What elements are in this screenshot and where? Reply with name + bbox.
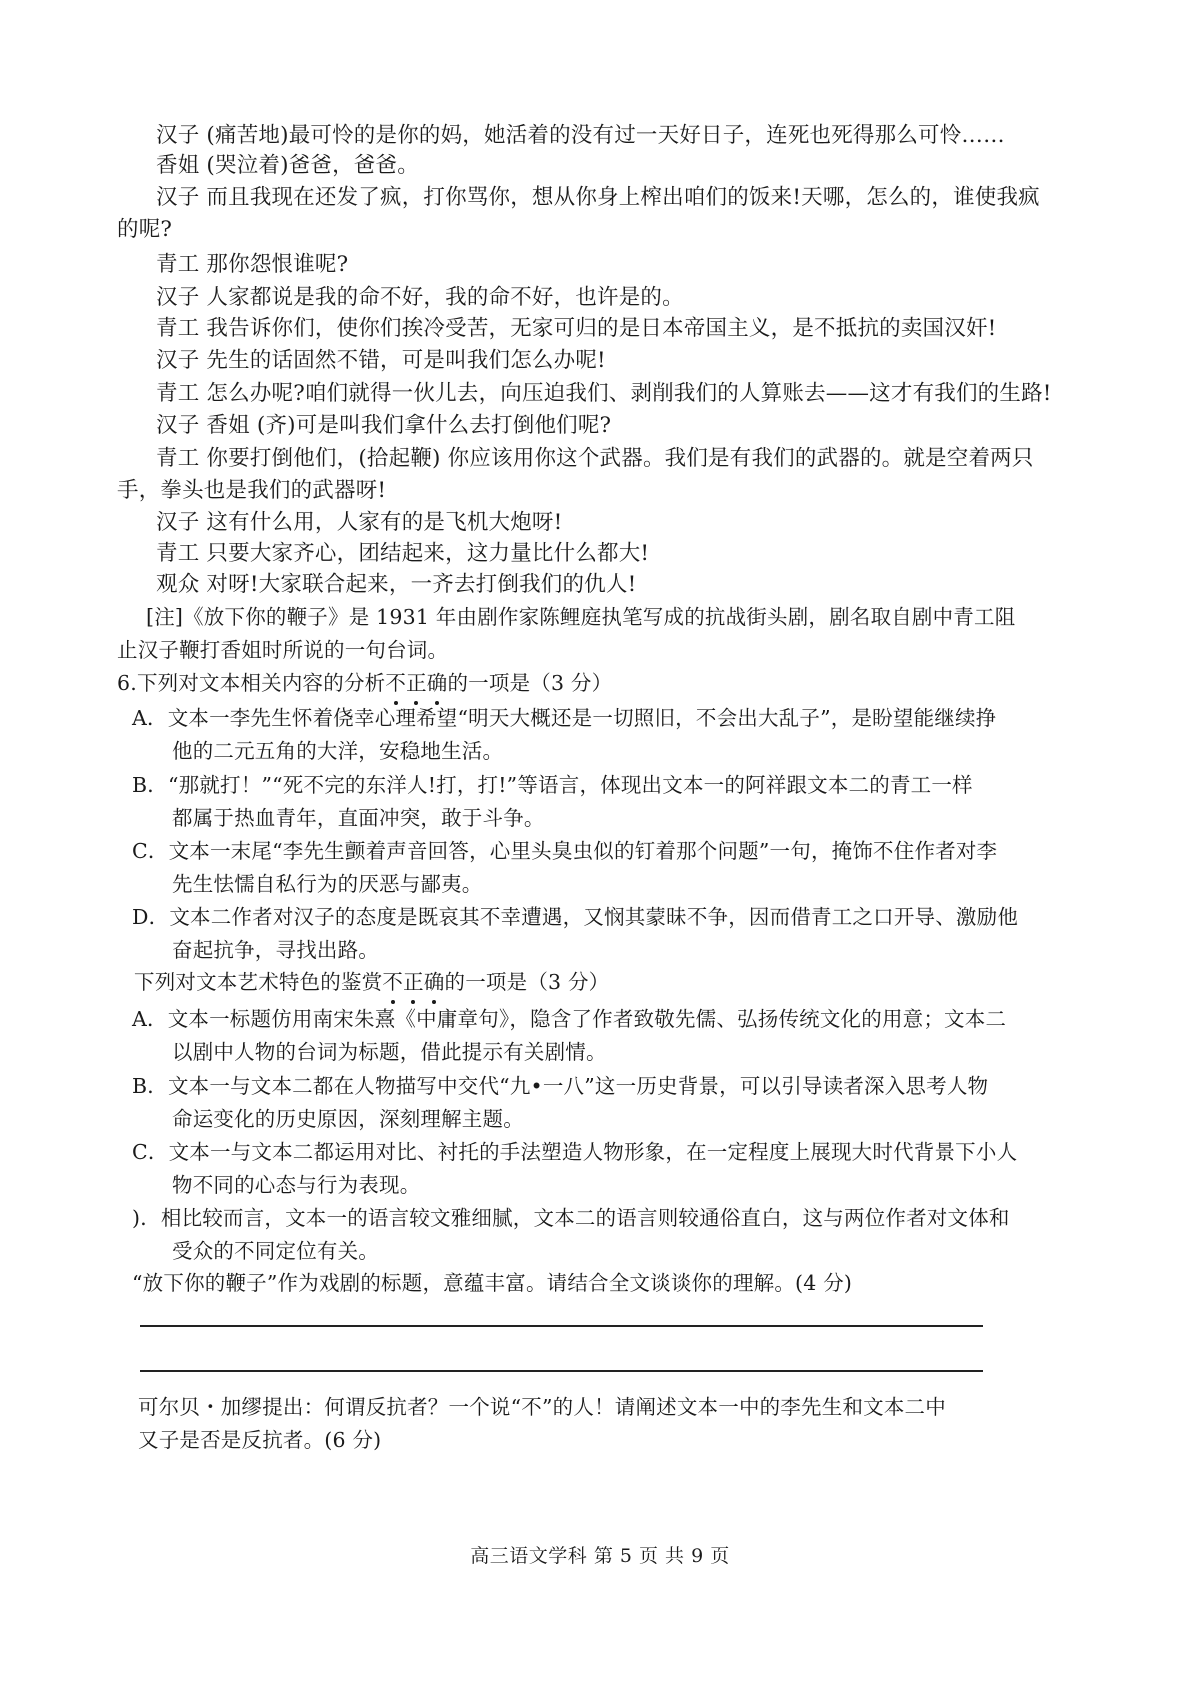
option-a-cont: 他的二元五角的大洋，安稳地生活。 — [172, 739, 504, 763]
option-c: C．文本一末尾“李先生颤着声音回答，心里头臭虫似的钉着那个问题”一句，掩饰不住作者对李 — [132, 839, 998, 863]
question-6-stem: 6.下列对文本相关内容的分析不正确的一项是（3 分） — [117, 668, 612, 698]
question-7-stem: 下列对文本艺术特色的鉴赏不正确的一项是（3 分） — [134, 967, 609, 997]
dialogue-line: 观众 对呀!大家联合起来，一齐去打倒我们的仇人! — [156, 572, 637, 597]
dialogue-line: 的呢? — [117, 217, 173, 242]
option-d-cont: 奋起抗争，寻找出路。 — [172, 938, 379, 962]
option-d: D．文本二作者对汉子的态度是既哀其不幸遭遇，又悯其蒙昧不争，因而借青工之口开导、激励他 — [132, 905, 1019, 929]
option-d-cont: 受众的不同定位有关。 — [172, 1239, 379, 1263]
option-c: C．文本一与文本二都运用对比、衬托的手法塑造人物形象，在一定程度上展现大时代背景下小人 — [132, 1140, 1018, 1164]
dialogue-line: 汉子 香姐 (齐)可是叫我们拿什么去打倒他们呢? — [156, 413, 612, 438]
option-c-cont: 先生怯懦自私行为的厌恶与鄙夷。 — [172, 872, 483, 896]
dialogue-line: 汉子 (痛苦地)最可怜的是你的妈，她活着的没有过一天好日子，连死也死得那么可怜…… — [156, 123, 1005, 148]
dialogue-line: 香姐 (哭泣着)爸爸，爸爸。 — [156, 153, 419, 178]
page-footer: 高三语文学科 第 5 页 共 9 页 — [470, 1545, 730, 1567]
dialogue-line: 汉子 这有什么用，人家有的是飞机大炮呀! — [156, 510, 563, 535]
dialogue-line: 青工 怎么办呢?咱们就得一伙儿去，向压迫我们、剥削我们的人算账去——这才有我们的生路! — [156, 381, 1052, 406]
option-d: )．相比较而言，文本一的语言较文雅细腻，文本二的语言则较通俗直白，这与两位作者对文体和 — [132, 1206, 1010, 1230]
option-c-cont: 物不同的心态与行为表现。 — [172, 1173, 421, 1197]
dialogue-line: 青工 只要大家齐心，团结起来，这力量比什么都大! — [156, 541, 650, 566]
option-b-cont: 都属于热血青年，直面冲突，敢于斗争。 — [172, 806, 545, 830]
option-a: A．文本一李先生怀着侥幸心理希望“明天大概还是一切照旧，不会出大乱子”，是盼望能继续挣 — [132, 706, 997, 730]
dialogue-line: 青工 我告诉你们，使你们挨冷受苦，无家可归的是日本帝国主义，是不抵抗的卖国汉奸! — [156, 316, 997, 341]
option-b: B．文本一与文本二都在人物描写中交代“九•一八”这一历史背景，可以引导读者深入思考人物 — [132, 1074, 989, 1098]
note-line: 止汉子鞭打香姐时所说的一句台词。 — [117, 638, 449, 662]
dialogue-line: 手，拳头也是我们的武器呀! — [117, 478, 387, 503]
dialogue-line: 汉子 人家都说是我的命不好，我的命不好，也许是的。 — [156, 285, 684, 310]
dialogue-line: 汉子 先生的话固然不错，可是叫我们怎么办呢! — [156, 348, 606, 373]
question-9: 可尔贝・加缪提出：何谓反抗者？一个说“不”的人！请阐述文本一中的李先生和文本二中 — [138, 1395, 946, 1419]
note-line: [注]《放下你的鞭子》是 1931 年由剧作家陈鲤庭执笔写成的抗战街头剧，剧名取自剧中青工阻 — [146, 605, 1016, 629]
answer-line[interactable] — [140, 1370, 983, 1372]
option-b: B．“那就打！”“死不完的东洋人!打，打!”等语言，体现出文本一的阿祥跟文本二的青工一样 — [132, 773, 973, 797]
answer-line[interactable] — [140, 1325, 983, 1327]
question-9-cont: 又子是否是反抗者。(6 分) — [138, 1428, 382, 1452]
dialogue-line: 青工 那你怨恨谁呢? — [156, 252, 349, 277]
option-a-cont: 以剧中人物的台词为标题，借此提示有关剧情。 — [172, 1040, 607, 1064]
option-b-cont: 命运变化的历史原因，深刻理解主题。 — [172, 1107, 524, 1131]
dialogue-line: 青工 你要打倒他们，(拾起鞭) 你应该用你这个武器。我们是有我们的武器的。就是空着两只 — [156, 446, 1034, 471]
option-a: A．文本一标题仿用南宋朱熹《中庸章句》，隐含了作者致敬先儒、弘扬传统文化的用意；文本二 — [132, 1007, 1007, 1031]
dialogue-line: 汉子 而且我现在还发了疯，打你骂你，想从你身上榨出咱们的饭来!天哪，怎么的，谁使我疯 — [156, 185, 1040, 210]
question-8: “放下你的鞭子”作为戏剧的标题，意蕴丰富。请结合全文谈谈你的理解。(4 分) — [132, 1271, 853, 1295]
